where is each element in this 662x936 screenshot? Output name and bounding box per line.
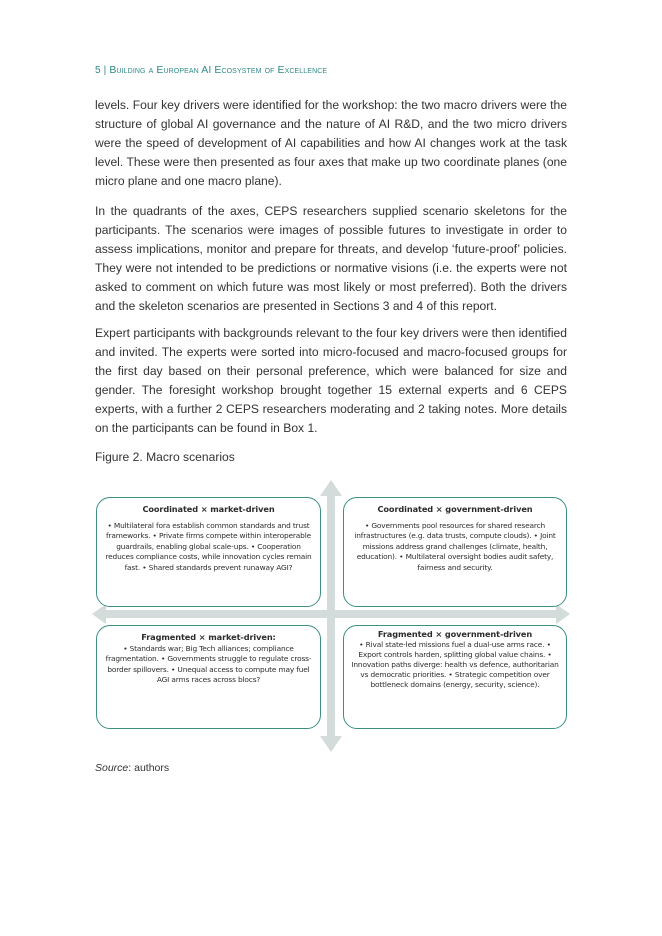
running-title: Building a European AI Ecosystem of Excellence	[109, 64, 328, 76]
source-text: : authors	[128, 762, 170, 774]
scenario-text: • Rival state-led missions fuel a dual-use arms race. • Export controls harden, splitting global value chains. • Innovation paths diverge: health vs defence, authoritarian vs democratic priorities. • Strategic competition over bottleneck domains (energy, security, science).	[351, 640, 559, 689]
figure-caption: Figure 2. Macro scenarios	[95, 450, 235, 464]
scenario-fragmented-government-driven	[343, 625, 567, 729]
scenario-title: Coordinated × market-driven	[142, 504, 275, 514]
source-label: Source	[95, 762, 129, 774]
scenario-coordinated-government-driven	[343, 497, 567, 607]
figure-source	[95, 762, 169, 774]
header-separator: |	[103, 65, 107, 76]
body-paragraph-1: levels. Four key drivers were identified for the workshop: the two macro drivers were the structure of global AI governance and the nature of AI R&D, and the two micro drivers were the speed of development of AI capabilities and how AI changes work at the task level. These were then presented as four axes that make up two coordinate planes (one micro plane and one macro plane).	[95, 98, 567, 188]
scenario-title: Fragmented × government-driven	[377, 629, 533, 639]
scenario-title: Coordinated × government-driven	[377, 504, 533, 514]
scenario-title: Fragmented × market-driven:	[141, 632, 276, 642]
running-header	[95, 64, 327, 76]
body-paragraph-3: Expert participants with backgrounds relevant to the four key drivers were then identified and invited. The experts were sorted into micro-focused and macro-focused groups for the first day based on their personal preference, which were balanced for size and gender. The foresight workshop brought together 15 external experts and 6 CEPS experts, with a further 2 CEPS researchers moderating and 2 taking notes. More details on the participants can be found in Box 1.	[95, 326, 567, 435]
scenario-fragmented-market-driven	[96, 625, 321, 729]
page-number: 5	[95, 65, 101, 76]
scenario-text: • Governments pool resources for shared research infrastructures (e.g. data trusts, compute clouds). • Joint missions address grand challenges (climate, health, education). • Multilateral oversight bodies audit safety, fairness and security.	[354, 521, 556, 572]
scenario-text: • Multilateral fora establish common standards and trust frameworks. • Private firms compete within interoperable guardrails, enabling global scale-ups. • Cooperation reduces compliance costs, while innovation cycles remain fast. • Shared standards prevent runaway AGI?	[105, 521, 312, 572]
scenario-text: • Standards war; Big Tech alliances; compliance fragmentation. • Governments struggle to regulate cross-border spillovers. • Unequal access to compute may fuel AGI arms races across blocs?	[105, 644, 312, 685]
body-paragraph-2: In the quadrants of the axes, CEPS researchers supplied scenario skeletons for the participants. The scenarios were images of possible futures to investigate in order to assess implications, monitor and prepare for threats, and develop ‘future-proof’ policies. They were not intended to be predictions or normative visions (i.e. the experts were not asked to comment on which future was most likely or most preferred). Both the drivers and the skeleton scenarios are presented in Sections 3 and 4 of this report.	[95, 204, 567, 313]
macro-scenarios-figure	[92, 480, 570, 752]
scenario-coordinated-market-driven	[96, 497, 321, 607]
